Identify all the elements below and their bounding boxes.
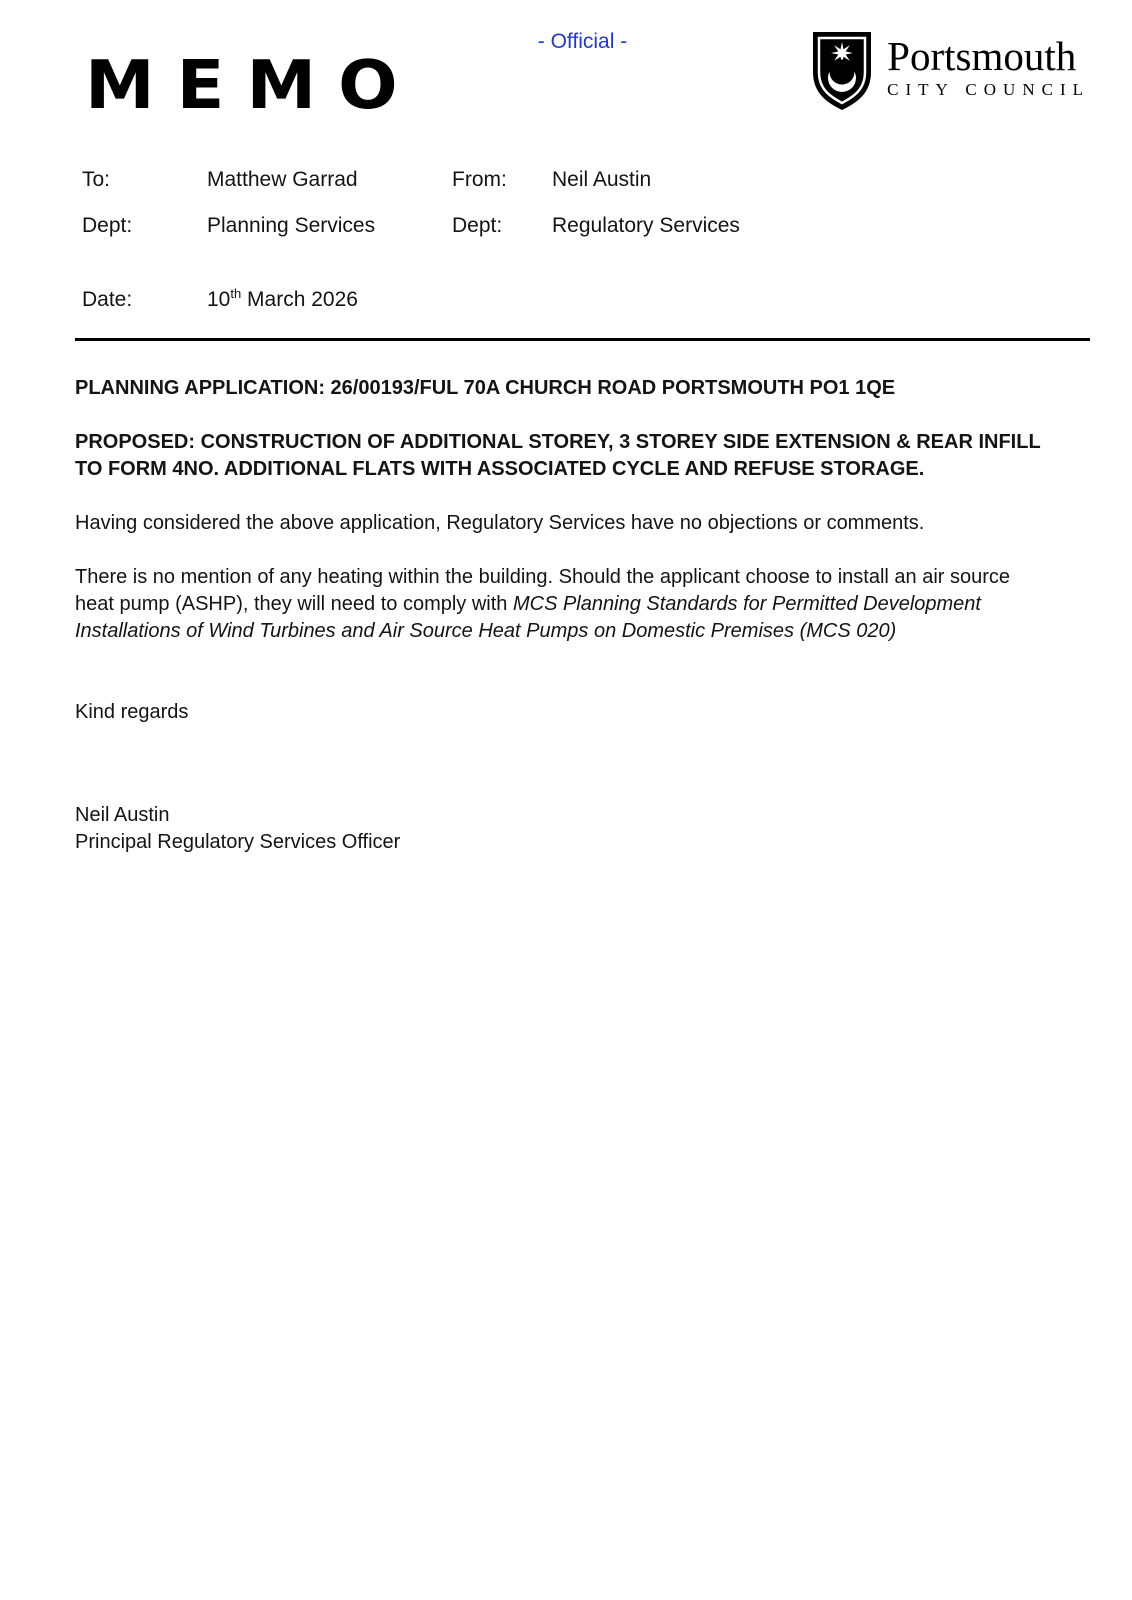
signature-block	[75, 802, 1050, 856]
date-spacer-1	[452, 288, 552, 312]
paragraph-1: Having considered the above application, Regulatory Services have no objections or comments.	[75, 512, 925, 534]
council-logo	[811, 30, 1090, 112]
portsmouth-crest-icon	[811, 30, 873, 112]
classification-marking: - Official -	[537, 30, 628, 53]
paragraph-2-italic-citation: MCS Planning Standards for Permitted Development Installations of Wind Turbines and Air Source Heat Pumps on Domestic Premises (MCS 020)	[75, 593, 981, 642]
council-name: Portsmouth	[887, 33, 1077, 79]
date-rest: March 2026	[241, 288, 358, 311]
signature-name: Neil Austin	[75, 804, 170, 826]
council-subtitle: CITY COUNCIL	[887, 80, 1090, 99]
paragraph-2	[75, 564, 1050, 645]
dept-right-label: Dept:	[452, 214, 503, 237]
to-value: Matthew Garrad	[207, 168, 358, 191]
signature-title: Principal Regulatory Services Officer	[75, 831, 401, 853]
date-spacer-2	[552, 288, 1090, 312]
proposed-line: PROPOSED: CONSTRUCTION OF ADDITIONAL STOREY, 3 STOREY SIDE EXTENSION & REAR INFILL TO FORM 4NO. ADDITIONAL FLATS WITH ASSOCIATED CYCLE AND REFUSE STORAGE.	[75, 431, 1041, 480]
from-label: From:	[452, 168, 507, 191]
memo-body	[75, 375, 1050, 856]
date-day: 10	[207, 288, 231, 311]
memo-title: MEMO	[85, 46, 420, 124]
memo-meta-fields	[75, 168, 1090, 312]
date-label: Date:	[82, 288, 133, 311]
header-divider	[75, 338, 1090, 341]
memo-header	[75, 0, 1090, 150]
dept-left-value: Planning Services	[207, 214, 376, 237]
paragraph-2-plain: There is no mention of any heating within the building. Should the applicant choose to install an air source heat pump (ASHP), they will need to comply with	[75, 566, 1011, 615]
date-value	[207, 288, 452, 312]
closing-line: Kind regards	[75, 701, 189, 723]
date-ordinal: th	[230, 286, 242, 301]
dept-right-value: Regulatory Services	[552, 214, 740, 237]
from-value: Neil Austin	[552, 168, 652, 191]
to-label: To:	[82, 168, 111, 191]
council-logo-text	[887, 30, 1090, 100]
subject-line: PLANNING APPLICATION: 26/00193/FUL 70A CHURCH ROAD PORTSMOUTH PO1 1QE	[75, 377, 896, 399]
dept-left-label: Dept:	[82, 214, 133, 237]
